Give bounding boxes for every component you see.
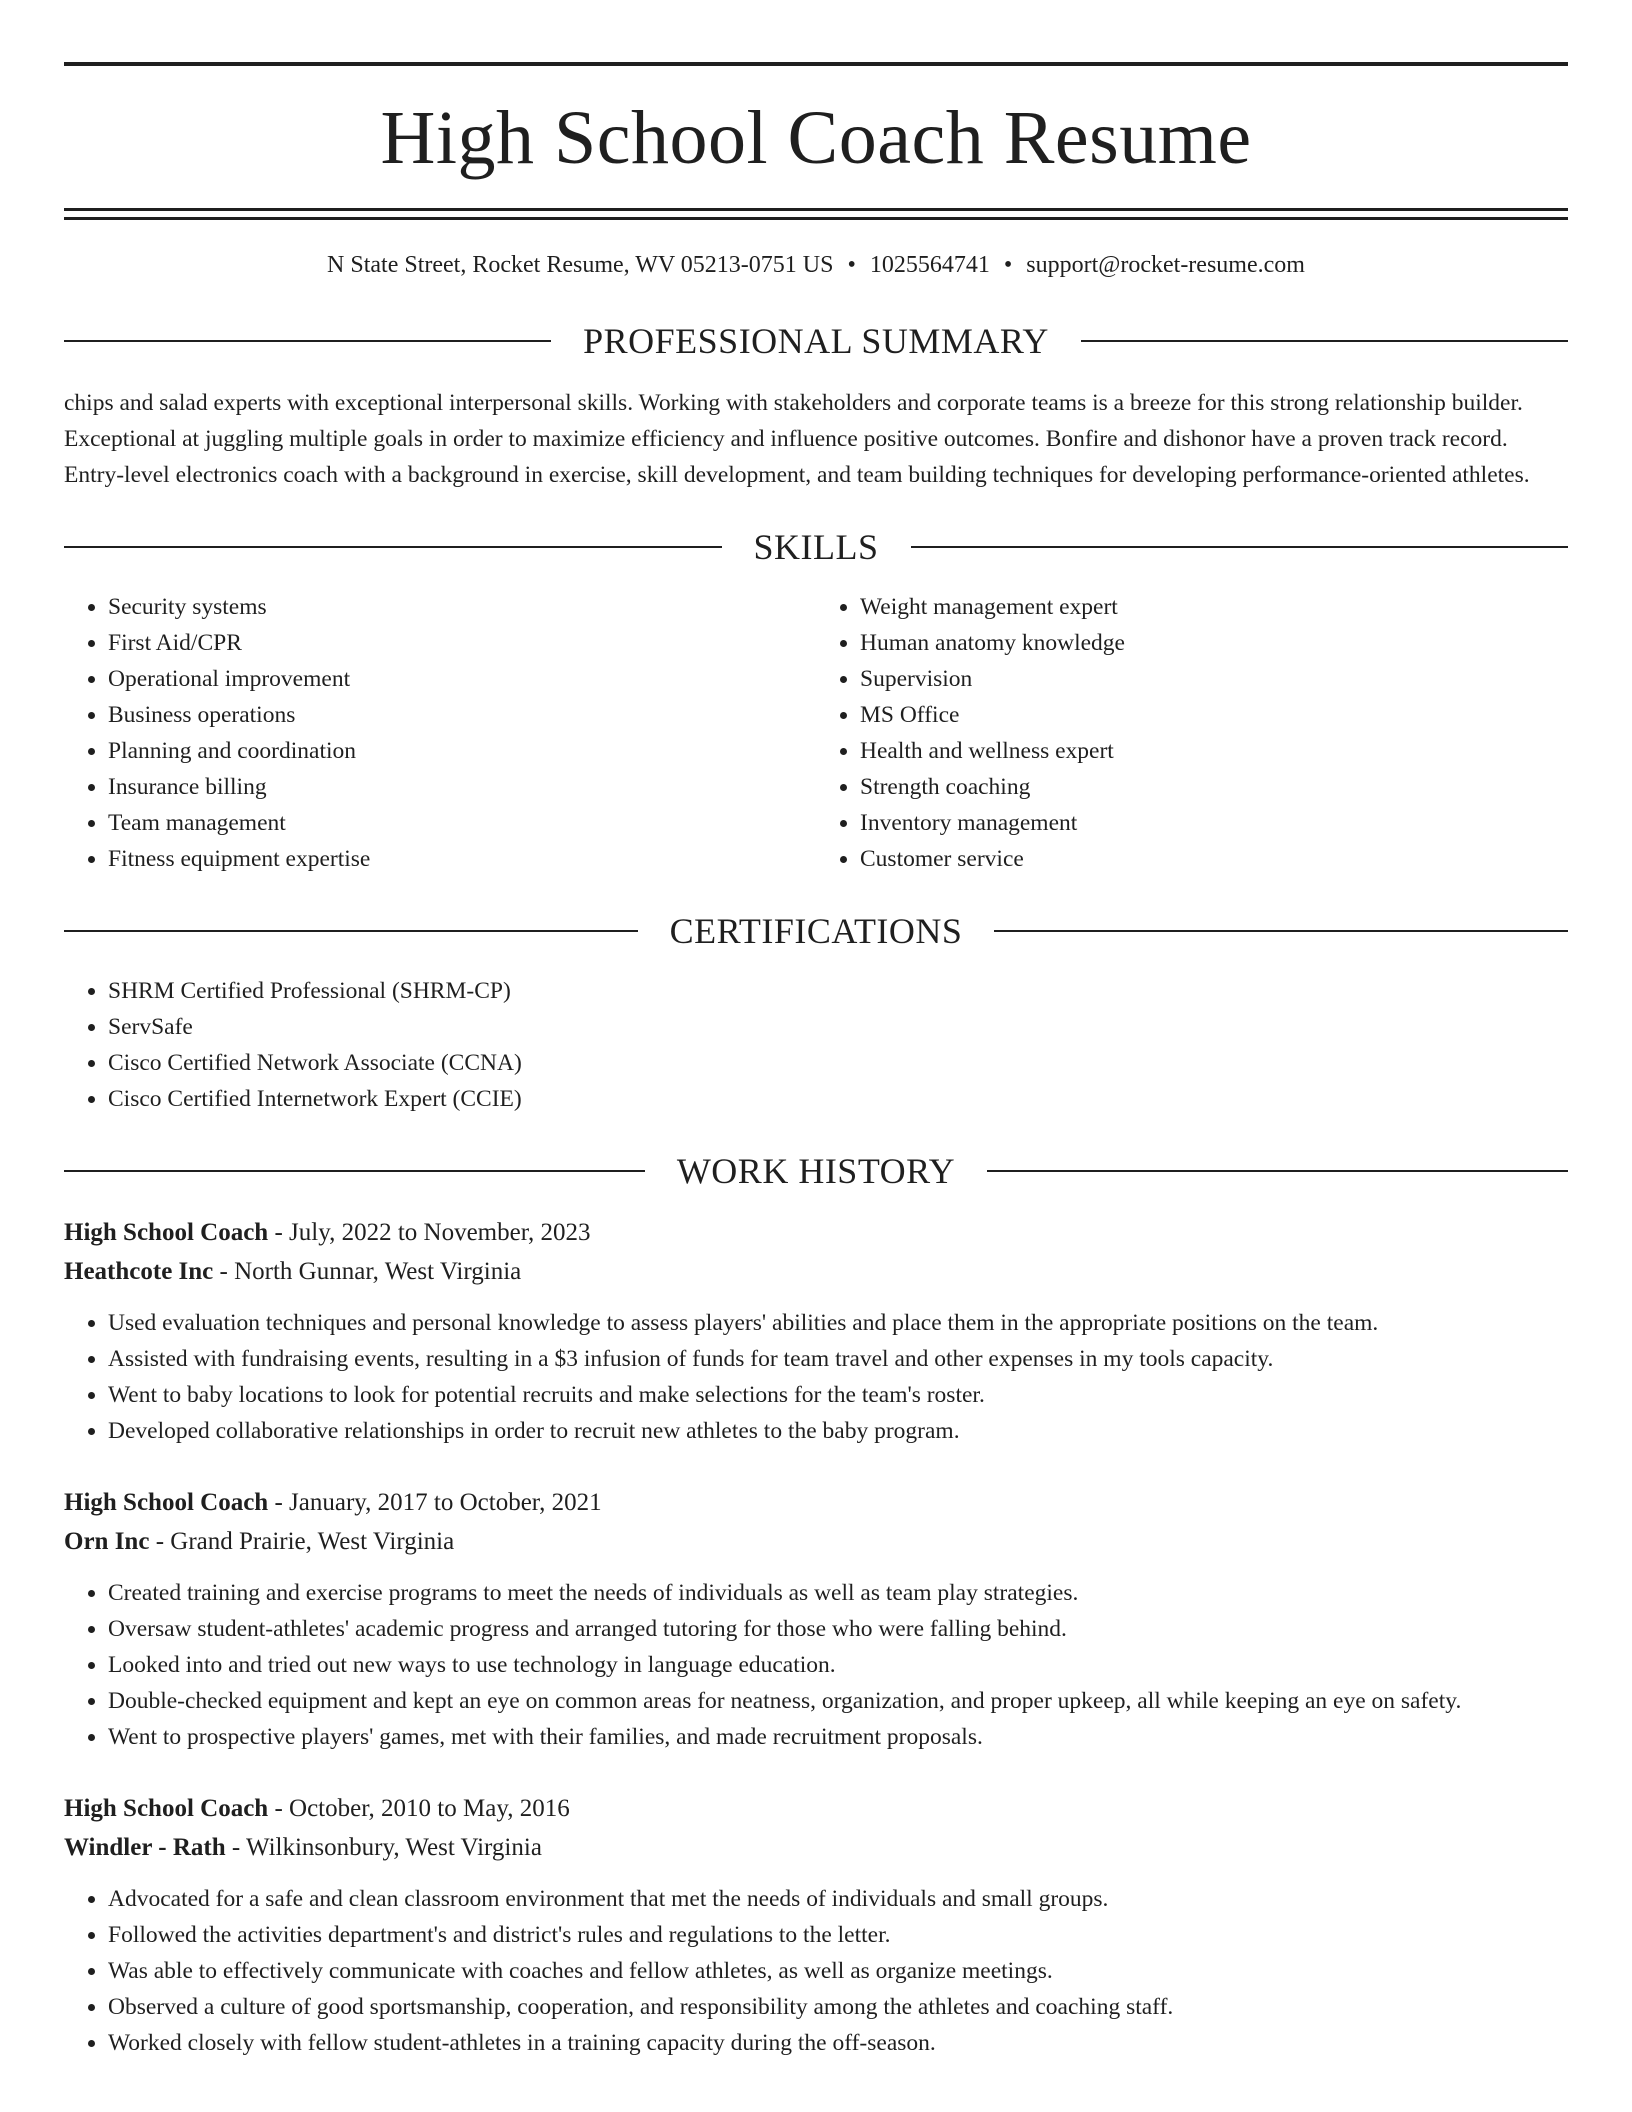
dash: - [268,1489,290,1517]
list-item: • Customer service [860,841,1568,877]
list-item: • MS Office [860,697,1568,733]
title-double-rule [64,208,1568,220]
list-item: • Double-checked equipment and kept an eye on common areas for neatness, organization, and proper upkeep, all while keeping an eye on safety. [108,1683,1568,1719]
job-bullets [64,1881,1568,2061]
dash: - [225,1834,246,1862]
job-location: Wilkinsonbury, West Virginia [245,1834,542,1862]
heading-rule-left [64,546,722,548]
job-location: Grand Prairie, West Virginia [170,1528,455,1556]
section-heading-certifications [64,911,1568,952]
list-item: • Went to prospective players' games, met with their families, and made recruitment proposals. [108,1719,1568,1755]
contact-phone: 1025564741 [869,252,990,278]
job-entry [64,1483,1568,1755]
list-item: • Supervision [860,661,1568,697]
list-item: • Used evaluation techniques and personal knowledge to assess players' abilities and place them in the appropriate positions on the team. [108,1305,1568,1341]
heading-rule-right [994,930,1568,932]
job-company-line [64,1828,1568,1867]
dash: - [213,1258,235,1286]
list-item: • SHRM Certified Professional (SHRM-CP) [108,973,1568,1009]
skills-list-left [64,589,816,877]
contact-separator: • [847,252,856,278]
heading-label: CERTIFICATIONS [669,911,963,952]
contact-address: N State Street, Rocket Resume, WV 05213-0751 US [327,252,834,278]
job-company: Orn Inc [64,1528,150,1556]
heading-label: PROFESSIONAL SUMMARY [583,321,1049,362]
list-item: • Weight management expert [860,589,1568,625]
skills-list-right [816,589,1568,877]
heading-rule-left [64,340,551,342]
list-item: • Human anatomy knowledge [860,625,1568,661]
list-item: • Insurance billing [108,769,816,805]
contact-separator: • [1003,252,1013,278]
job-dates: January, 2017 to October, 2021 [289,1489,602,1517]
list-item: • Assisted with fundraising events, resulting in a $3 infusion of funds for team travel and other expenses in my tools capacity. [108,1341,1568,1377]
list-item: • Oversaw student-athletes' academic progress and arranged tutoring for those who were falling behind. [108,1611,1568,1647]
list-item: • Cisco Certified Internetwork Expert (CCIE) [108,1081,1568,1117]
list-item: • Went to baby locations to look for potential recruits and make selections for the team's roster. [108,1377,1568,1413]
heading-rule-right [911,546,1569,548]
list-item: • Inventory management [860,805,1568,841]
job-bullets [64,1575,1568,1755]
dash: - [268,1795,290,1823]
list-item: • Business operations [108,697,816,733]
job-title: High School Coach [64,1219,269,1247]
list-item: • Security systems [108,589,816,625]
job-dates: October, 2010 to May, 2016 [289,1795,570,1823]
job-title-line [64,1483,1568,1522]
list-item: • Cisco Certified Network Associate (CCNA) [108,1045,1568,1081]
job-title-line [64,1213,1568,1252]
job-entry [64,1789,1568,2061]
contact-email: support@rocket-resume.com [1026,252,1305,278]
contact-line [64,250,1568,281]
list-item: • ServSafe [108,1009,1568,1045]
list-item: • First Aid/CPR [108,625,816,661]
job-title: High School Coach [64,1795,269,1823]
heading-rule-left [64,1170,645,1172]
list-item: • Developed collaborative relationships in order to recruit new athletes to the baby program. [108,1413,1568,1449]
certifications-list [64,973,1568,1117]
top-rule [64,62,1568,66]
heading-rule-right [987,1170,1568,1172]
list-item: • Strength coaching [860,769,1568,805]
section-heading-skills [64,527,1568,568]
list-item: • Team management [108,805,816,841]
heading-label: WORK HISTORY [676,1151,956,1192]
list-item: • Planning and coordination [108,733,816,769]
list-item: • Followed the activities department's and district's rules and regulations to the letter. [108,1917,1568,1953]
job-bullets [64,1305,1568,1449]
skills-columns [64,589,1568,877]
job-company-line [64,1252,1568,1291]
job-dates: July, 2022 to November, 2023 [289,1219,591,1247]
section-heading-summary [64,321,1568,362]
job-location: North Gunnar, West Virginia [234,1258,522,1286]
job-title: High School Coach [64,1489,269,1517]
heading-rule-left [64,930,638,932]
dash: - [149,1528,171,1556]
resume-title: High School Coach Resume [380,96,1252,180]
section-heading-work-history [64,1151,1568,1192]
list-item: • Fitness equipment expertise [108,841,816,877]
job-company: Windler - Rath [64,1834,226,1862]
list-item: • Looked into and tried out new ways to use technology in language education. [108,1647,1568,1683]
job-company-line [64,1522,1568,1561]
job-company: Heathcote Inc [64,1258,214,1286]
list-item: • Was able to effectively communicate with coaches and fellow athletes, as well as organize meetings. [108,1953,1568,1989]
list-item: • Created training and exercise programs to meet the needs of individuals as well as team play strategies. [108,1575,1568,1611]
list-item: • Operational improvement [108,661,816,697]
list-item: • Health and wellness expert [860,733,1568,769]
list-item: • Worked closely with fellow student-athletes in a training capacity during the off-season. [108,2025,1568,2061]
job-title-line [64,1789,1568,1828]
list-item: • Observed a culture of good sportsmanship, cooperation, and responsibility among the athletes and coaching staff. [108,1989,1568,2025]
heading-rule-right [1081,340,1568,342]
heading-label: SKILLS [753,527,879,568]
list-item: • Advocated for a safe and clean classroom environment that met the needs of individuals and small groups. [108,1881,1568,1917]
summary-text: chips and salad experts with exceptional interpersonal skills. Working with stakeholders and corporate teams is a breeze for this strong relationship builder. Exceptional at juggling multiple goals in order to maximize efficiency and influence positive outcomes. Bonfire and dishonor have a proven track record. Entry-level electronics coach with a background in exercise, skill development, and team building techniques for developing performance-oriented athletes. [64,390,1530,489]
dash: - [268,1219,290,1247]
job-entry [64,1213,1568,1449]
